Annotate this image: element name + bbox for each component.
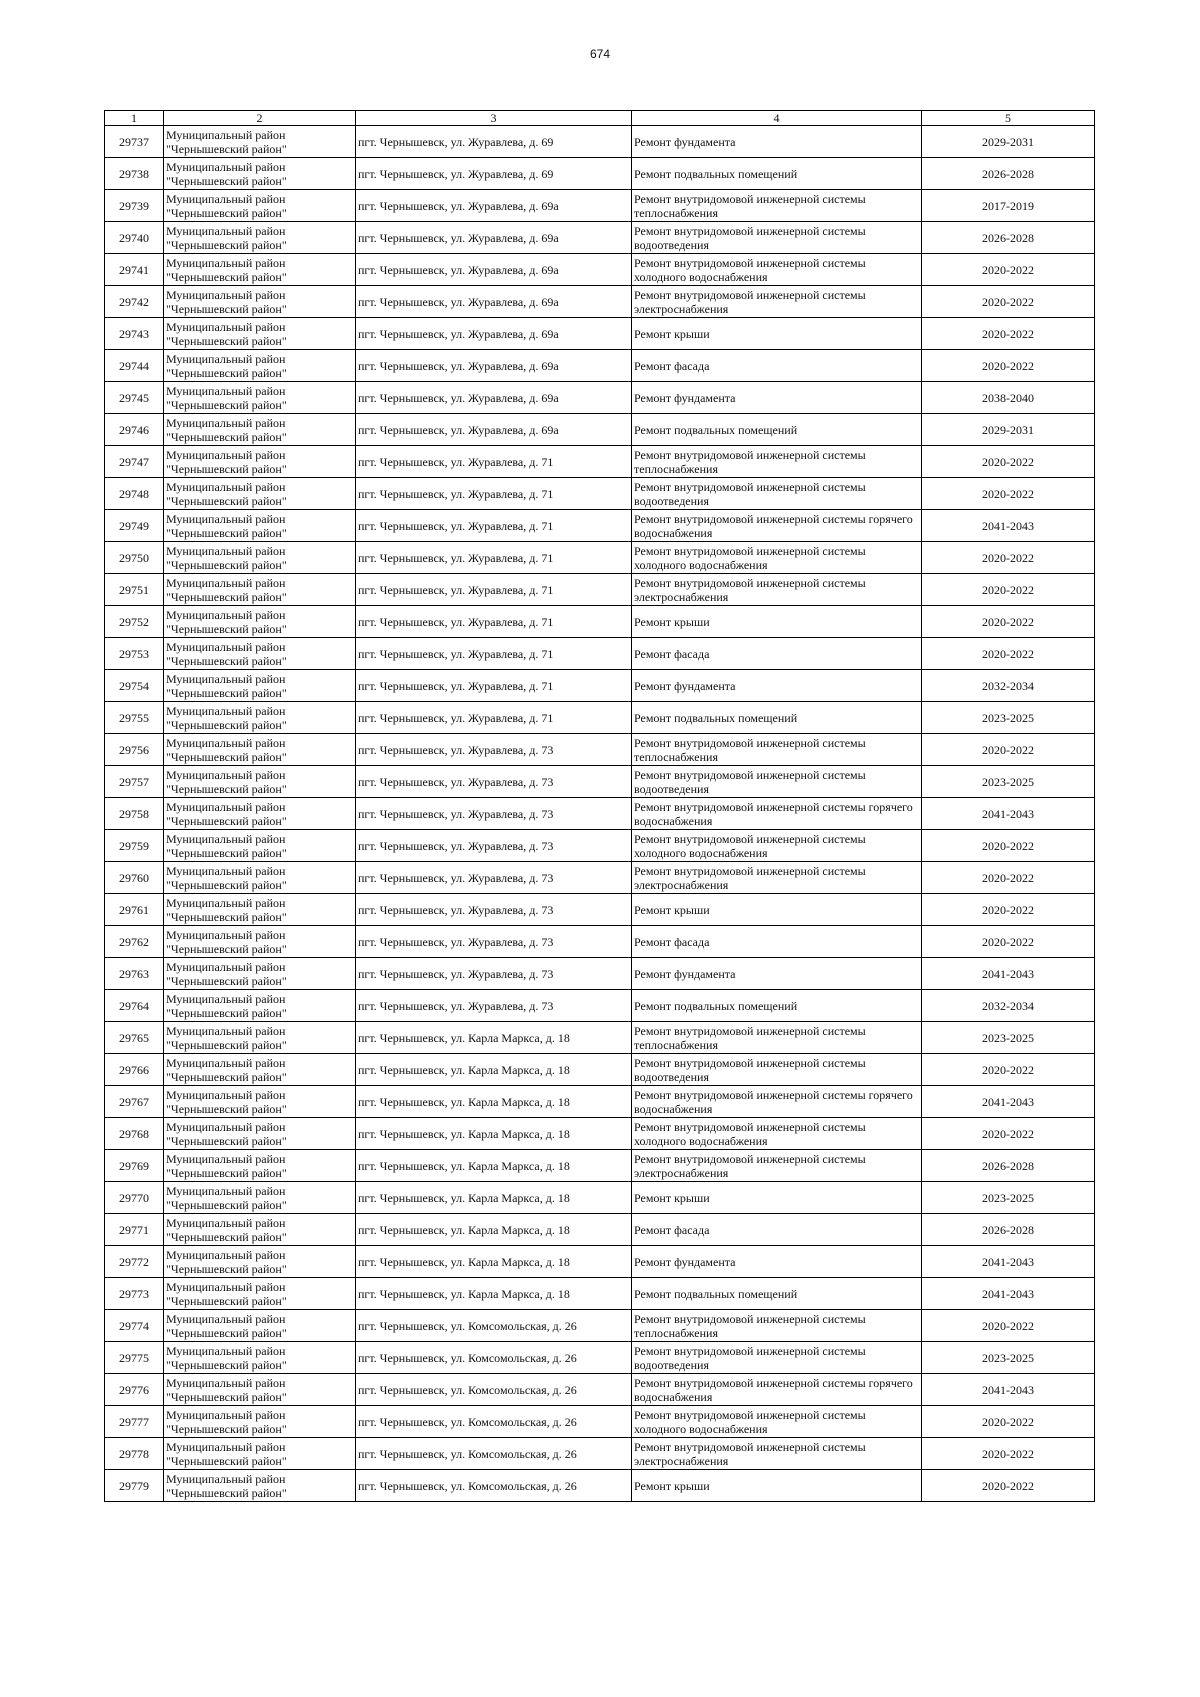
municipality-cell: Муниципальный район "Чернышевский район": [164, 606, 356, 638]
municipality-cell: Муниципальный район "Чернышевский район": [164, 414, 356, 446]
municipality-cell: Муниципальный район "Чернышевский район": [164, 1406, 356, 1438]
table-row: [105, 606, 1095, 638]
work-type-cell: Ремонт внутридомовой инженерной системы теплоснабжения: [632, 446, 922, 478]
municipality-cell: Муниципальный район "Чернышевский район": [164, 830, 356, 862]
work-type-cell: Ремонт фундамента: [632, 1246, 922, 1278]
row-number: 29738: [105, 158, 164, 190]
table-row: [105, 542, 1095, 574]
work-type-cell: Ремонт внутридомовой инженерной системы теплоснабжения: [632, 190, 922, 222]
address-cell: пгт. Чернышевск, ул. Карла Маркса, д. 18: [356, 1150, 632, 1182]
address-cell: пгт. Чернышевск, ул. Карла Маркса, д. 18: [356, 1054, 632, 1086]
repair-schedule-table: [104, 110, 1095, 1502]
work-type-cell: Ремонт фасада: [632, 926, 922, 958]
period-cell: 2026-2028: [922, 158, 1095, 190]
work-type-cell: Ремонт подвальных помещений: [632, 702, 922, 734]
table-row: [105, 1438, 1095, 1470]
period-cell: 2020-2022: [922, 894, 1095, 926]
row-number: 29748: [105, 478, 164, 510]
address-cell: пгт. Чернышевск, ул. Журавлева, д. 69а: [356, 254, 632, 286]
municipality-cell: Муниципальный район "Чернышевский район": [164, 1118, 356, 1150]
period-cell: 2017-2019: [922, 190, 1095, 222]
row-number: 29742: [105, 286, 164, 318]
address-cell: пгт. Чернышевск, ул. Журавлева, д. 69а: [356, 414, 632, 446]
address-cell: пгт. Чернышевск, ул. Журавлева, д. 69а: [356, 286, 632, 318]
table-row: [105, 222, 1095, 254]
period-cell: 2029-2031: [922, 126, 1095, 158]
address-cell: пгт. Чернышевск, ул. Журавлева, д. 71: [356, 542, 632, 574]
row-number: 29744: [105, 350, 164, 382]
table-row: [105, 958, 1095, 990]
address-cell: пгт. Чернышевск, ул. Комсомольская, д. 26: [356, 1406, 632, 1438]
work-type-cell: Ремонт крыши: [632, 1182, 922, 1214]
period-cell: 2020-2022: [922, 318, 1095, 350]
municipality-cell: Муниципальный район "Чернышевский район": [164, 510, 356, 542]
table-row: [105, 1374, 1095, 1406]
row-number: 29741: [105, 254, 164, 286]
table-row: [105, 766, 1095, 798]
table-row: [105, 478, 1095, 510]
table-row: [105, 702, 1095, 734]
municipality-cell: Муниципальный район "Чернышевский район": [164, 1470, 356, 1502]
period-cell: 2023-2025: [922, 766, 1095, 798]
address-cell: пгт. Чернышевск, ул. Комсомольская, д. 26: [356, 1470, 632, 1502]
work-type-cell: Ремонт внутридомовой инженерной системы электроснабжения: [632, 1150, 922, 1182]
period-cell: 2041-2043: [922, 1374, 1095, 1406]
period-cell: 2020-2022: [922, 254, 1095, 286]
table-row: [105, 318, 1095, 350]
municipality-cell: Муниципальный район "Чернышевский район": [164, 222, 356, 254]
work-type-cell: Ремонт внутридомовой инженерной системы электроснабжения: [632, 286, 922, 318]
table-row: [105, 1182, 1095, 1214]
municipality-cell: Муниципальный район "Чернышевский район": [164, 1054, 356, 1086]
municipality-cell: Муниципальный район "Чернышевский район": [164, 1086, 356, 1118]
address-cell: пгт. Чернышевск, ул. Журавлева, д. 69а: [356, 382, 632, 414]
municipality-cell: Муниципальный район "Чернышевский район": [164, 1374, 356, 1406]
row-number: 29773: [105, 1278, 164, 1310]
period-cell: 2020-2022: [922, 830, 1095, 862]
table-row: [105, 1278, 1095, 1310]
address-cell: пгт. Чернышевск, ул. Карла Маркса, д. 18: [356, 1086, 632, 1118]
period-cell: 2026-2028: [922, 1150, 1095, 1182]
municipality-cell: Муниципальный район "Чернышевский район": [164, 350, 356, 382]
period-cell: 2023-2025: [922, 1342, 1095, 1374]
address-cell: пгт. Чернышевск, ул. Комсомольская, д. 26: [356, 1342, 632, 1374]
table-row: [105, 510, 1095, 542]
municipality-cell: Муниципальный район "Чернышевский район": [164, 734, 356, 766]
address-cell: пгт. Чернышевск, ул. Карла Маркса, д. 18: [356, 1214, 632, 1246]
work-type-cell: Ремонт крыши: [632, 1470, 922, 1502]
table-row: [105, 158, 1095, 190]
address-cell: пгт. Чернышевск, ул. Карла Маркса, д. 18: [356, 1022, 632, 1054]
work-type-cell: Ремонт внутридомовой инженерной системы электроснабжения: [632, 574, 922, 606]
table-row: [105, 1054, 1095, 1086]
period-cell: 2029-2031: [922, 414, 1095, 446]
table-row: [105, 798, 1095, 830]
address-cell: пгт. Чернышевск, ул. Карла Маркса, д. 18: [356, 1182, 632, 1214]
address-cell: пгт. Чернышевск, ул. Журавлева, д. 71: [356, 702, 632, 734]
work-type-cell: Ремонт крыши: [632, 606, 922, 638]
address-cell: пгт. Чернышевск, ул. Журавлева, д. 73: [356, 894, 632, 926]
table-row: [105, 1022, 1095, 1054]
row-number: 29770: [105, 1182, 164, 1214]
address-cell: пгт. Чернышевск, ул. Журавлева, д. 71: [356, 606, 632, 638]
address-cell: пгт. Чернышевск, ул. Комсомольская, д. 26: [356, 1438, 632, 1470]
work-type-cell: Ремонт внутридомовой инженерной системы горячего водоснабжения: [632, 1086, 922, 1118]
municipality-cell: Муниципальный район "Чернышевский район": [164, 862, 356, 894]
period-cell: 2041-2043: [922, 958, 1095, 990]
address-cell: пгт. Чернышевск, ул. Журавлева, д. 71: [356, 446, 632, 478]
row-number: 29776: [105, 1374, 164, 1406]
municipality-cell: Муниципальный район "Чернышевский район": [164, 254, 356, 286]
column-header-3: 3: [356, 111, 632, 126]
work-type-cell: Ремонт внутридомовой инженерной системы горячего водоснабжения: [632, 798, 922, 830]
address-cell: пгт. Чернышевск, ул. Комсомольская, д. 26: [356, 1310, 632, 1342]
address-cell: пгт. Чернышевск, ул. Журавлева, д. 71: [356, 478, 632, 510]
row-number: 29756: [105, 734, 164, 766]
period-cell: 2020-2022: [922, 574, 1095, 606]
work-type-cell: Ремонт внутридомовой инженерной системы холодного водоснабжения: [632, 1406, 922, 1438]
municipality-cell: Муниципальный район "Чернышевский район": [164, 1342, 356, 1374]
work-type-cell: Ремонт внутридомовой инженерной системы холодного водоснабжения: [632, 1118, 922, 1150]
period-cell: 2026-2028: [922, 1214, 1095, 1246]
period-cell: 2032-2034: [922, 670, 1095, 702]
municipality-cell: Муниципальный район "Чернышевский район": [164, 382, 356, 414]
work-type-cell: Ремонт подвальных помещений: [632, 414, 922, 446]
row-number: 29774: [105, 1310, 164, 1342]
municipality-cell: Муниципальный район "Чернышевский район": [164, 126, 356, 158]
table-row: [105, 990, 1095, 1022]
row-number: 29760: [105, 862, 164, 894]
municipality-cell: Муниципальный район "Чернышевский район": [164, 1246, 356, 1278]
work-type-cell: Ремонт внутридомовой инженерной системы электроснабжения: [632, 1438, 922, 1470]
period-cell: 2020-2022: [922, 286, 1095, 318]
column-header-1: 1: [105, 111, 164, 126]
address-cell: пгт. Чернышевск, ул. Карла Маркса, д. 18: [356, 1118, 632, 1150]
work-type-cell: Ремонт фундамента: [632, 958, 922, 990]
row-number: 29777: [105, 1406, 164, 1438]
row-number: 29755: [105, 702, 164, 734]
work-type-cell: Ремонт подвальных помещений: [632, 158, 922, 190]
period-cell: 2023-2025: [922, 1182, 1095, 1214]
row-number: 29746: [105, 414, 164, 446]
municipality-cell: Муниципальный район "Чернышевский район": [164, 158, 356, 190]
municipality-cell: Муниципальный район "Чернышевский район": [164, 1022, 356, 1054]
period-cell: 2020-2022: [922, 1438, 1095, 1470]
table-row: [105, 638, 1095, 670]
municipality-cell: Муниципальный район "Чернышевский район": [164, 542, 356, 574]
row-number: 29759: [105, 830, 164, 862]
row-number: 29751: [105, 574, 164, 606]
work-type-cell: Ремонт внутридомовой инженерной системы горячего водоснабжения: [632, 1374, 922, 1406]
table-row: [105, 862, 1095, 894]
row-number: 29761: [105, 894, 164, 926]
row-number: 29771: [105, 1214, 164, 1246]
municipality-cell: Муниципальный район "Чернышевский район": [164, 798, 356, 830]
address-cell: пгт. Чернышевск, ул. Журавлева, д. 71: [356, 638, 632, 670]
work-type-cell: Ремонт фасада: [632, 638, 922, 670]
address-cell: пгт. Чернышевск, ул. Журавлева, д. 73: [356, 958, 632, 990]
period-cell: 2041-2043: [922, 510, 1095, 542]
row-number: 29758: [105, 798, 164, 830]
table-row: [105, 1214, 1095, 1246]
address-cell: пгт. Чернышевск, ул. Журавлева, д. 73: [356, 862, 632, 894]
work-type-cell: Ремонт подвальных помещений: [632, 990, 922, 1022]
period-cell: 2020-2022: [922, 542, 1095, 574]
municipality-cell: Муниципальный район "Чернышевский район": [164, 766, 356, 798]
municipality-cell: Муниципальный район "Чернышевский район": [164, 958, 356, 990]
work-type-cell: Ремонт фундамента: [632, 670, 922, 702]
municipality-cell: Муниципальный район "Чернышевский район": [164, 574, 356, 606]
address-cell: пгт. Чернышевск, ул. Журавлева, д. 71: [356, 670, 632, 702]
period-cell: 2020-2022: [922, 1310, 1095, 1342]
period-cell: 2020-2022: [922, 350, 1095, 382]
work-type-cell: Ремонт крыши: [632, 894, 922, 926]
row-number: 29768: [105, 1118, 164, 1150]
row-number: 29750: [105, 542, 164, 574]
work-type-cell: Ремонт фундамента: [632, 382, 922, 414]
row-number: 29743: [105, 318, 164, 350]
row-number: 29767: [105, 1086, 164, 1118]
address-cell: пгт. Чернышевск, ул. Журавлева, д. 73: [356, 926, 632, 958]
table-row: [105, 446, 1095, 478]
municipality-cell: Муниципальный район "Чернышевский район": [164, 1150, 356, 1182]
period-cell: 2020-2022: [922, 926, 1095, 958]
work-type-cell: Ремонт внутридомовой инженерной системы теплоснабжения: [632, 734, 922, 766]
row-number: 29778: [105, 1438, 164, 1470]
table-row: [105, 1310, 1095, 1342]
municipality-cell: Муниципальный район "Чернышевский район": [164, 1310, 356, 1342]
work-type-cell: Ремонт внутридомовой инженерной системы теплоснабжения: [632, 1310, 922, 1342]
row-number: 29772: [105, 1246, 164, 1278]
column-number-row: [105, 111, 1095, 126]
municipality-cell: Муниципальный район "Чернышевский район": [164, 1278, 356, 1310]
address-cell: пгт. Чернышевск, ул. Карла Маркса, д. 18: [356, 1278, 632, 1310]
work-type-cell: Ремонт фундамента: [632, 126, 922, 158]
period-cell: 2020-2022: [922, 1054, 1095, 1086]
table-row: [105, 1406, 1095, 1438]
municipality-cell: Муниципальный район "Чернышевский район": [164, 702, 356, 734]
address-cell: пгт. Чернышевск, ул. Комсомольская, д. 26: [356, 1374, 632, 1406]
period-cell: 2026-2028: [922, 222, 1095, 254]
row-number: 29765: [105, 1022, 164, 1054]
column-header-5: 5: [922, 111, 1095, 126]
address-cell: пгт. Чернышевск, ул. Журавлева, д. 69: [356, 126, 632, 158]
municipality-cell: Муниципальный район "Чернышевский район": [164, 478, 356, 510]
period-cell: 2020-2022: [922, 1470, 1095, 1502]
period-cell: 2023-2025: [922, 1022, 1095, 1054]
row-number: 29739: [105, 190, 164, 222]
municipality-cell: Муниципальный район "Чернышевский район": [164, 926, 356, 958]
address-cell: пгт. Чернышевск, ул. Журавлева, д. 73: [356, 734, 632, 766]
table-row: [105, 286, 1095, 318]
work-type-cell: Ремонт фасада: [632, 1214, 922, 1246]
row-number: 29762: [105, 926, 164, 958]
municipality-cell: Муниципальный район "Чернышевский район": [164, 1214, 356, 1246]
work-type-cell: Ремонт внутридомовой инженерной системы водоотведения: [632, 222, 922, 254]
work-type-cell: Ремонт крыши: [632, 318, 922, 350]
work-type-cell: Ремонт внутридомовой инженерной системы теплоснабжения: [632, 1022, 922, 1054]
period-cell: 2020-2022: [922, 1406, 1095, 1438]
period-cell: 2041-2043: [922, 1278, 1095, 1310]
period-cell: 2020-2022: [922, 734, 1095, 766]
work-type-cell: Ремонт внутридомовой инженерной системы горячего водоснабжения: [632, 510, 922, 542]
row-number: 29754: [105, 670, 164, 702]
table-row: [105, 1342, 1095, 1374]
row-number: 29747: [105, 446, 164, 478]
work-type-cell: Ремонт подвальных помещений: [632, 1278, 922, 1310]
work-type-cell: Ремонт внутридомовой инженерной системы холодного водоснабжения: [632, 830, 922, 862]
row-number: 29757: [105, 766, 164, 798]
address-cell: пгт. Чернышевск, ул. Журавлева, д. 73: [356, 830, 632, 862]
column-header-2: 2: [164, 111, 356, 126]
work-type-cell: Ремонт фасада: [632, 350, 922, 382]
municipality-cell: Муниципальный район "Чернышевский район": [164, 670, 356, 702]
municipality-cell: Муниципальный район "Чернышевский район": [164, 990, 356, 1022]
row-number: 29763: [105, 958, 164, 990]
table-row: [105, 734, 1095, 766]
row-number: 29775: [105, 1342, 164, 1374]
period-cell: 2020-2022: [922, 862, 1095, 894]
table-row: [105, 1470, 1095, 1502]
row-number: 29740: [105, 222, 164, 254]
work-type-cell: Ремонт внутридомовой инженерной системы водоотведения: [632, 1342, 922, 1374]
municipality-cell: Муниципальный район "Чернышевский район": [164, 638, 356, 670]
row-number: 29766: [105, 1054, 164, 1086]
work-type-cell: Ремонт внутридомовой инженерной системы холодного водоснабжения: [632, 542, 922, 574]
table-row: [105, 894, 1095, 926]
row-number: 29769: [105, 1150, 164, 1182]
address-cell: пгт. Чернышевск, ул. Журавлева, д. 69а: [356, 190, 632, 222]
address-cell: пгт. Чернышевск, ул. Журавлева, д. 71: [356, 510, 632, 542]
row-number: 29764: [105, 990, 164, 1022]
row-number: 29752: [105, 606, 164, 638]
table-row: [105, 1086, 1095, 1118]
address-cell: пгт. Чернышевск, ул. Карла Маркса, д. 18: [356, 1246, 632, 1278]
address-cell: пгт. Чернышевск, ул. Журавлева, д. 69а: [356, 222, 632, 254]
address-cell: пгт. Чернышевск, ул. Журавлева, д. 69: [356, 158, 632, 190]
period-cell: 2020-2022: [922, 478, 1095, 510]
table-row: [105, 926, 1095, 958]
period-cell: 2023-2025: [922, 702, 1095, 734]
work-type-cell: Ремонт внутридомовой инженерной системы электроснабжения: [632, 862, 922, 894]
row-number: 29749: [105, 510, 164, 542]
table-row: [105, 670, 1095, 702]
table-row: [105, 254, 1095, 286]
municipality-cell: Муниципальный район "Чернышевский район": [164, 446, 356, 478]
municipality-cell: Муниципальный район "Чернышевский район": [164, 318, 356, 350]
table-row: [105, 1118, 1095, 1150]
table-row: [105, 126, 1095, 158]
table-row: [105, 1246, 1095, 1278]
work-type-cell: Ремонт внутридомовой инженерной системы холодного водоснабжения: [632, 254, 922, 286]
table-row: [105, 1150, 1095, 1182]
row-number: 29753: [105, 638, 164, 670]
address-cell: пгт. Чернышевск, ул. Журавлева, д. 73: [356, 990, 632, 1022]
table-row: [105, 350, 1095, 382]
address-cell: пгт. Чернышевск, ул. Журавлева, д. 69а: [356, 318, 632, 350]
period-cell: 2020-2022: [922, 1118, 1095, 1150]
municipality-cell: Муниципальный район "Чернышевский район": [164, 1182, 356, 1214]
row-number: 29745: [105, 382, 164, 414]
page-number: 674: [589, 47, 611, 61]
work-type-cell: Ремонт внутридомовой инженерной системы водоотведения: [632, 478, 922, 510]
address-cell: пгт. Чернышевск, ул. Журавлева, д. 73: [356, 766, 632, 798]
work-type-cell: Ремонт внутридомовой инженерной системы водоотведения: [632, 766, 922, 798]
period-cell: 2041-2043: [922, 1246, 1095, 1278]
period-cell: 2020-2022: [922, 446, 1095, 478]
address-cell: пгт. Чернышевск, ул. Журавлева, д. 71: [356, 574, 632, 606]
period-cell: 2041-2043: [922, 798, 1095, 830]
municipality-cell: Муниципальный район "Чернышевский район": [164, 190, 356, 222]
address-cell: пгт. Чернышевск, ул. Журавлева, д. 69а: [356, 350, 632, 382]
municipality-cell: Муниципальный район "Чернышевский район": [164, 1438, 356, 1470]
table-row: [105, 574, 1095, 606]
row-number: 29779: [105, 1470, 164, 1502]
table-row: [105, 190, 1095, 222]
municipality-cell: Муниципальный район "Чернышевский район": [164, 894, 356, 926]
table-row: [105, 830, 1095, 862]
period-cell: 2038-2040: [922, 382, 1095, 414]
period-cell: 2041-2043: [922, 1086, 1095, 1118]
period-cell: 2020-2022: [922, 638, 1095, 670]
table-row: [105, 414, 1095, 446]
municipality-cell: Муниципальный район "Чернышевский район": [164, 286, 356, 318]
period-cell: 2020-2022: [922, 606, 1095, 638]
column-header-4: 4: [632, 111, 922, 126]
period-cell: 2032-2034: [922, 990, 1095, 1022]
work-type-cell: Ремонт внутридомовой инженерной системы водоотведения: [632, 1054, 922, 1086]
address-cell: пгт. Чернышевск, ул. Журавлева, д. 73: [356, 798, 632, 830]
table-row: [105, 382, 1095, 414]
row-number: 29737: [105, 126, 164, 158]
